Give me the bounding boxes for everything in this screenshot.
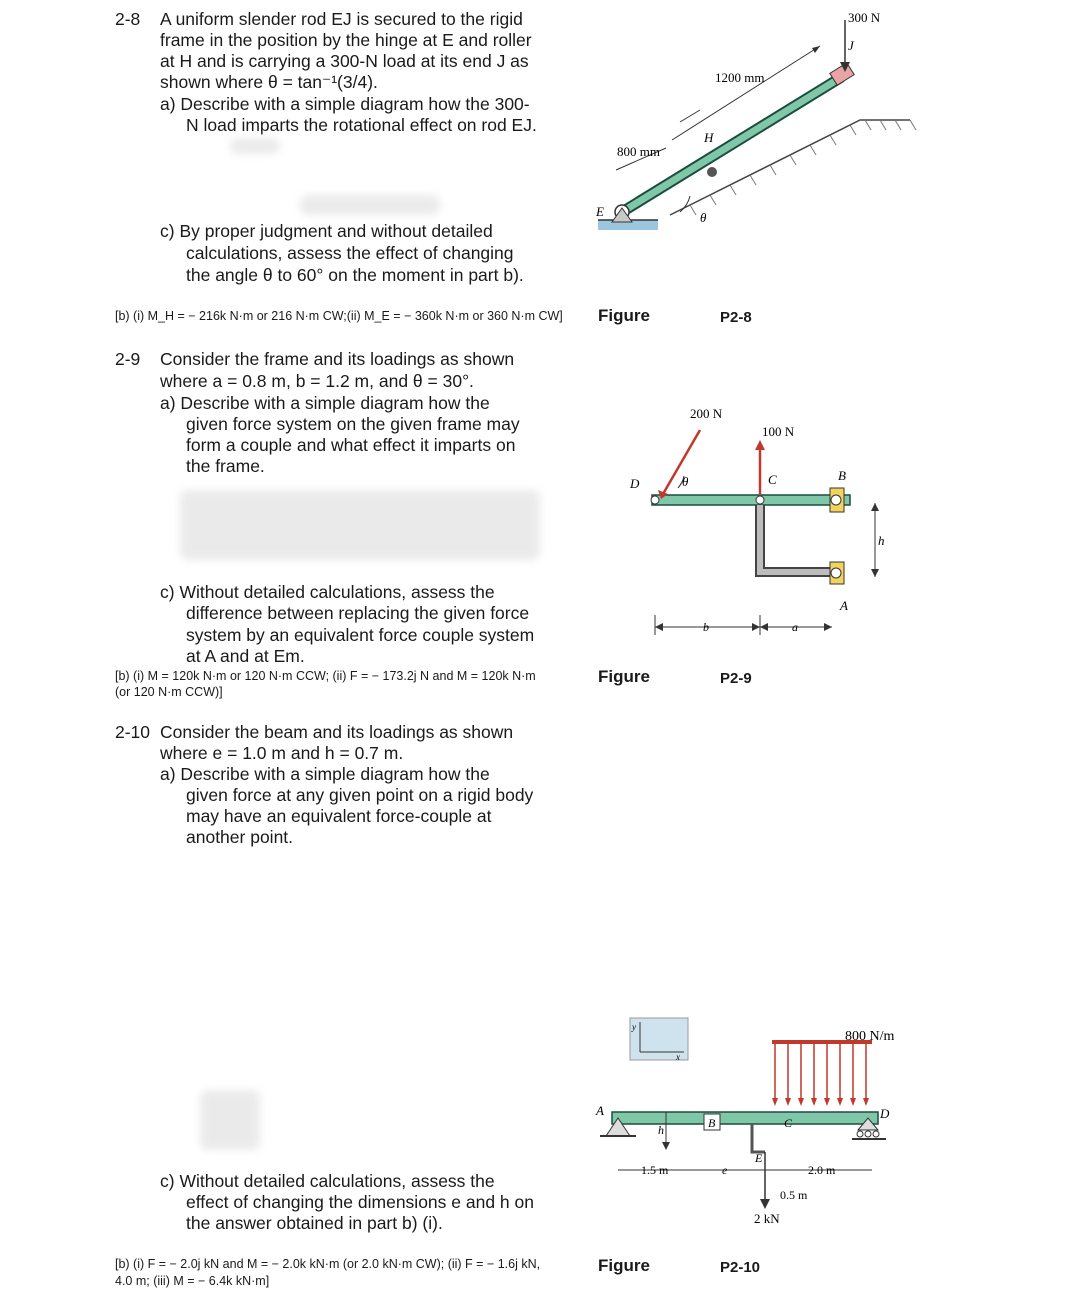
problem-text-line: A uniform slender rod EJ is secured to the rigid: [160, 9, 523, 29]
problem-text-line: Consider the frame and its loadings as shown: [160, 349, 515, 369]
label-2-0m: 2.0 m: [808, 1163, 836, 1177]
label-a: A: [840, 598, 848, 613]
label-y: y: [632, 1022, 636, 1032]
label-b: B: [708, 1116, 716, 1130]
label-c: C: [768, 472, 777, 487]
smudge: [180, 490, 540, 560]
label-load: 300 N: [848, 10, 881, 25]
label-j: J: [848, 38, 854, 53]
figure-p2-9: [590, 395, 890, 640]
problem-text-line: where a = 0.8 m, b = 1.2 m, and θ = 30°.: [160, 371, 474, 391]
label-theta: θ: [700, 210, 707, 225]
problem-text-line: shown where θ = tan⁻¹(3/4).: [160, 72, 378, 92]
problem-number: 2-8: [115, 9, 141, 29]
beam-ad: [612, 1112, 878, 1124]
label-d: D: [630, 476, 640, 491]
problem-text-line: form a couple and what effect it imparts on: [186, 435, 516, 455]
label-h: H: [704, 130, 714, 145]
answer-text: [b) (i) F = − 2.0j kN and M = − 2.0k kN·m (or 2.0 kN·m CW); (ii) F = − 1.6j kN,: [115, 1257, 541, 1271]
answer-text: 4.0 m; (iii) M = − 6.4k kN·m]: [115, 1274, 270, 1288]
answer-text: [b) (i) M_H = − 216k N·m or 216 N·m CW;(ii) M_E = − 360k N·m or 360 N·m CW]: [115, 309, 563, 323]
problem-text-line: Consider the beam and its loadings as shown: [160, 722, 514, 742]
label-1-5m: 1.5 m: [641, 1163, 669, 1177]
problem-text-line: the answer obtained in part b) (i).: [186, 1213, 443, 1233]
figure-number: P2-8: [720, 309, 752, 326]
problem-text-line: given force system on the given frame may: [186, 414, 520, 434]
problem-text-line: at A and at Em.: [186, 646, 305, 666]
label-h: h: [878, 533, 885, 548]
smudge: [200, 1090, 260, 1150]
label-theta: θ: [682, 474, 689, 489]
figure-label: Figure: [598, 306, 650, 325]
figure-number: P2-9: [720, 670, 752, 687]
answer-text: [b) (i) M = 120k N·m or 120 N·m CCW; (ii) F = − 173.2j N and M = 120k N·m: [115, 669, 536, 683]
label-h: h: [658, 1123, 664, 1137]
label-b: B: [838, 468, 846, 483]
label-200n: 200 N: [690, 406, 723, 421]
problem-text-line: may have an equivalent force-couple at: [186, 806, 492, 826]
label-100n: 100 N: [762, 424, 795, 439]
label-c: C: [784, 1116, 793, 1130]
figure-number: P2-10: [720, 1259, 761, 1276]
problem-number: 2-10: [115, 722, 151, 742]
problem-text-line: a) Describe with a simple diagram how the: [160, 393, 490, 413]
label-d: D: [880, 1106, 890, 1121]
problem-number: 2-9: [115, 349, 141, 369]
problem-text-line: difference between replacing the given force: [186, 603, 530, 623]
label-e: E: [755, 1151, 763, 1165]
smudge: [300, 195, 440, 215]
figure-label: Figure: [598, 1256, 650, 1275]
problem-text-line: calculations, assess the effect of changing: [186, 243, 514, 263]
problem-text-line: another point.: [186, 827, 294, 847]
roller-h: [707, 167, 717, 177]
label-0-5m: 0.5 m: [780, 1188, 808, 1202]
problem-text-line: c) By proper judgment and without detailed: [160, 221, 493, 241]
label-800nm: 800 N/m: [845, 1029, 895, 1044]
label-2kn: 2 kN: [754, 1211, 780, 1226]
problem-text-line: N load imparts the rotational effect on rod EJ.: [186, 115, 537, 135]
problem-text-line: the frame.: [186, 456, 265, 476]
bracket-e: [752, 1124, 765, 1152]
figure-label: Figure: [598, 667, 650, 686]
problem-text-line: a) Describe with a simple diagram how the: [160, 764, 490, 784]
label-a-dim: a: [792, 620, 798, 634]
label-x: x: [676, 1052, 680, 1062]
problem-text-line: at H and is carrying a 300-N load at its end J as: [160, 51, 529, 71]
problem-text-line: system by an equivalent force couple system: [186, 625, 535, 645]
label-800mm: 800 mm: [617, 144, 660, 159]
label-1200mm: 1200 mm: [715, 70, 765, 85]
label-e-dim: e: [722, 1163, 728, 1177]
problem-text-line: where e = 1.0 m and h = 0.7 m.: [160, 743, 404, 763]
smudge: [230, 138, 280, 154]
problem-text-line: c) Without detailed calculations, assess the: [160, 582, 495, 602]
frame-l-member: [760, 505, 838, 572]
figure-p2-10: [590, 1010, 920, 1235]
problem-text-line: the angle θ to 60° on the moment in part b).: [186, 265, 524, 285]
figure-p2-8: [590, 0, 1080, 250]
problem-text-line: c) Without detailed calculations, assess the: [160, 1171, 495, 1191]
problem-text-line: effect of changing the dimensions e and h on: [186, 1192, 534, 1212]
problem-text-line: given force at any given point on a rigid body: [186, 785, 534, 805]
problem-text-line: a) Describe with a simple diagram how the 300-: [160, 94, 530, 114]
label-b-dim: b: [703, 620, 709, 634]
answer-text: (or 120 N·m CCW)]: [115, 685, 223, 699]
problem-text-line: frame in the position by the hinge at E and roller: [160, 30, 532, 50]
frame-top-beam: [652, 495, 850, 505]
label-a: A: [596, 1103, 604, 1118]
label-e: E: [596, 204, 604, 219]
